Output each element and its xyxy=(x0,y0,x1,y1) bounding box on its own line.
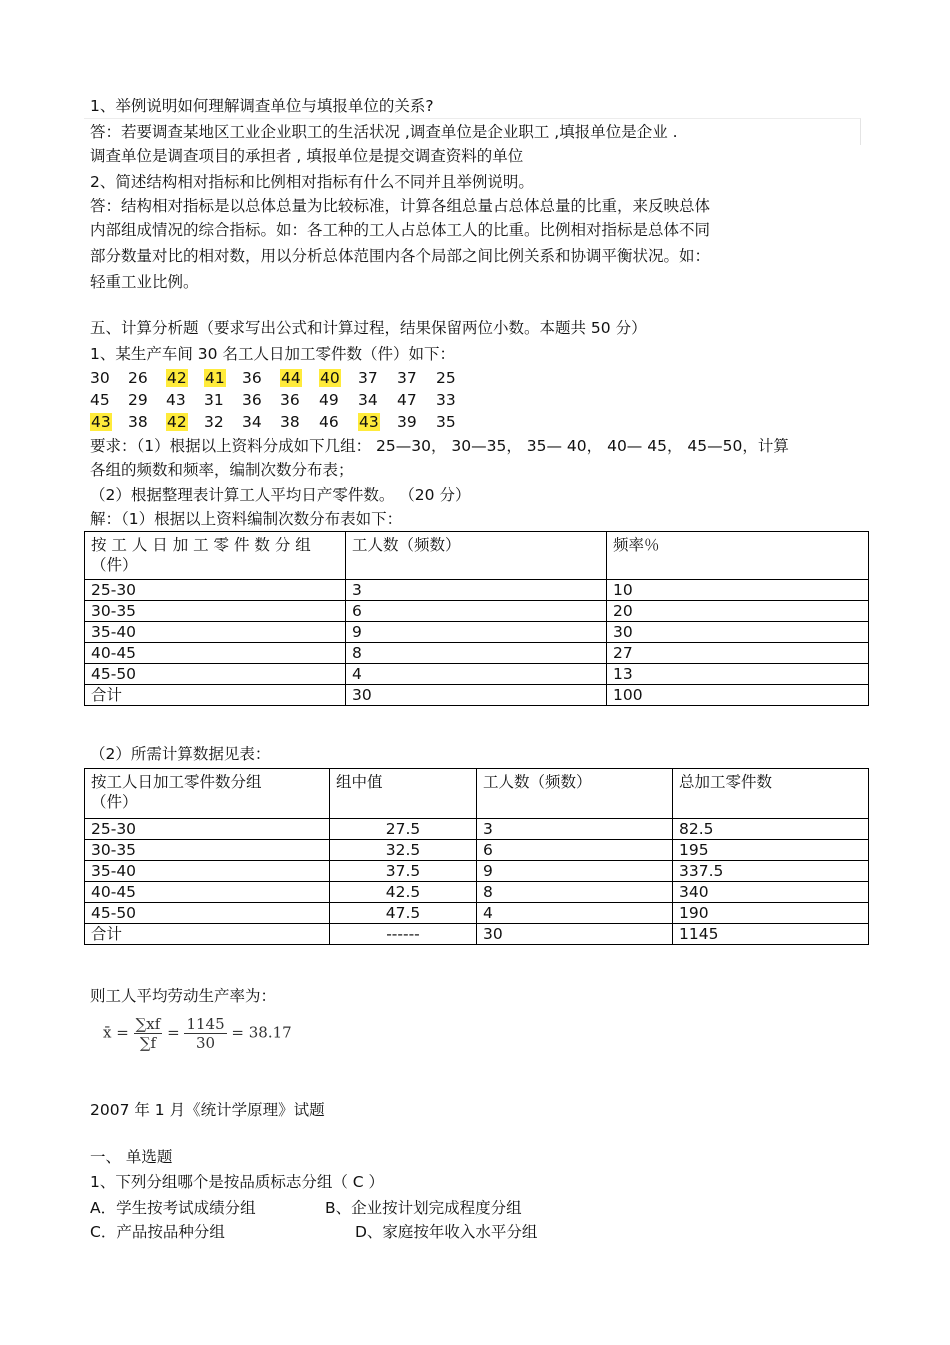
mc-question: 1、下列分组哪个是按品质标志分组（ C ） xyxy=(90,1173,385,1191)
formula-equals: = xyxy=(167,1023,180,1042)
data-value: 31 xyxy=(204,391,224,409)
problem-intro: 1、某生产车间 30 名工人日加工零件数（件）如下： xyxy=(90,345,455,363)
table-header-row xyxy=(85,769,869,819)
formula-numerator: 1145 xyxy=(186,1015,225,1033)
mc-option-d: D、家庭按年收入水平分组 xyxy=(355,1223,538,1241)
data-value: 45 xyxy=(90,391,110,409)
data-value: 36 xyxy=(242,369,262,387)
table-row: 40-45 42.5 8 340 xyxy=(85,882,869,903)
data-value-highlighted: 42 xyxy=(167,369,187,387)
data-value-highlighted: 43 xyxy=(359,413,379,431)
table-row: 30-35 6 20 xyxy=(85,601,869,622)
table-header-cell: 组中值 xyxy=(330,769,477,819)
table-row: 25-30 27.5 3 82.5 xyxy=(85,819,869,840)
q2-answer-line: 内部组成情况的综合指标。如：各工种的工人占总体工人的比重。比例相对指标是总体不同 xyxy=(90,221,711,239)
data-value: 38 xyxy=(128,413,148,431)
data-value: 47 xyxy=(397,391,417,409)
data-value-highlighted: 41 xyxy=(205,369,225,387)
q2-question: 2、简述结构相对指标和比例相对指标有什么不同并且举例说明。 xyxy=(90,173,534,191)
data-value-highlighted: 44 xyxy=(281,369,301,387)
data-value: 32 xyxy=(204,413,224,431)
data-value: 26 xyxy=(128,369,148,387)
mc-section-title: 一、 单选题 xyxy=(90,1148,173,1166)
table-header-cell: 总加工零件数 xyxy=(673,769,869,819)
q2-answer-line: 部分数量对比的相对数，用以分析总体范围内各个局部之间比例关系和协调平衡状况。如： xyxy=(90,247,711,265)
data-value-highlighted: 42 xyxy=(167,413,187,431)
mc-option-c: C．产品按品种分组 xyxy=(90,1223,225,1241)
data-value: 36 xyxy=(242,391,262,409)
formula-denominator: ∑f xyxy=(139,1034,157,1052)
table-row: 40-45 8 27 xyxy=(85,643,869,664)
data-value: 29 xyxy=(128,391,148,409)
frequency-table xyxy=(84,531,869,706)
q2-answer-line: 答：结构相对指标是以总体总量为比较标准，计算各组总量占总体总量的比重，来反映总体 xyxy=(90,197,711,215)
table-row: 30-35 32.5 6 195 xyxy=(85,840,869,861)
data-value: 35 xyxy=(436,413,456,431)
data-value: 43 xyxy=(166,391,186,409)
average-label: 则工人平均劳动生产率为： xyxy=(90,987,277,1005)
table-header-cell: 按工人日加工零件数分组 （件） xyxy=(85,769,330,819)
formula-fraction xyxy=(134,1015,163,1052)
data-value: 30 xyxy=(90,369,110,387)
table-row: 35-40 37.5 9 337.5 xyxy=(85,861,869,882)
section-title: 五、计算分析题（要求写出公式和计算过程，结果保留两位小数。本题共 50 分） xyxy=(90,319,647,337)
formula-numerator: ∑xf xyxy=(135,1015,161,1033)
table-header-cell: 按 工 人 日 加 工 零 件 数 分 组 （件） xyxy=(85,532,346,580)
solution-line: 解：（1）根据以上资料编制次数分布表如下： xyxy=(90,510,403,528)
table-header-cell: 频率％ xyxy=(607,532,869,580)
data-value: 37 xyxy=(397,369,417,387)
q2-answer-line: 轻重工业比例。 xyxy=(90,273,199,291)
formula-fraction xyxy=(184,1015,226,1052)
data-value: 37 xyxy=(358,369,378,387)
calculation-table xyxy=(84,768,869,945)
table-header-cell: 工人数（频数） xyxy=(346,532,607,580)
data-value: 25 xyxy=(436,369,456,387)
data-value-highlighted: 40 xyxy=(320,369,340,387)
data-value-highlighted: 43 xyxy=(91,413,111,431)
formula-result: = 38.17 xyxy=(231,1023,292,1042)
q1-answer-line1: 答：若要调查某地区工业企业职工的生活状况 ,调查单位是企业职工 ,填报单位是企业 . xyxy=(90,123,678,141)
requirement-line: 要求：（1）根据以上资料分成如下几组： 25—30， 30—35， 35— 40， 40— 45， 45—50，计算 xyxy=(90,437,789,455)
table-total-row: 合计 ------ 30 1145 xyxy=(85,924,869,945)
data-value: 38 xyxy=(280,413,300,431)
mc-option-b: B、企业按计划完成程度分组 xyxy=(325,1199,522,1217)
table-row: 45-50 4 13 xyxy=(85,664,869,685)
table-row: 35-40 9 30 xyxy=(85,622,869,643)
data-value: 46 xyxy=(319,413,339,431)
mean-formula xyxy=(103,1015,292,1052)
data-value: 49 xyxy=(319,391,339,409)
data-value: 36 xyxy=(280,391,300,409)
data-value: 34 xyxy=(242,413,262,431)
table-header-row xyxy=(85,532,869,580)
mc-option-a: A．学生按考试成绩分组 xyxy=(90,1199,256,1217)
table-header-cell: 工人数（频数） xyxy=(477,769,673,819)
formula-denominator: 30 xyxy=(196,1034,216,1052)
table-row: 45-50 47.5 4 190 xyxy=(85,903,869,924)
part2-title: （2）所需计算数据见表： xyxy=(90,745,271,763)
table-row: 25-30 3 10 xyxy=(85,580,869,601)
q1-answer-line2: 调查单位是调查项目的承担者 , 填报单位是提交调查资料的单位 xyxy=(90,147,524,165)
q1-question: 1、举例说明如何理解调查单位与填报单位的关系? xyxy=(90,97,434,115)
table-total-row: 合计 30 100 xyxy=(85,685,869,706)
formula-lhs: x̄ = xyxy=(103,1023,129,1042)
requirement-line: 各组的频数和频率，编制次数分布表； xyxy=(90,461,354,479)
data-value: 33 xyxy=(436,391,456,409)
exam-title: 2007 年 1 月《统计学原理》试题 xyxy=(90,1101,325,1119)
requirement-line: （2）根据整理表计算工人平均日产零件数。 （20 分） xyxy=(90,486,471,504)
data-value: 39 xyxy=(397,413,417,431)
data-value: 34 xyxy=(358,391,378,409)
